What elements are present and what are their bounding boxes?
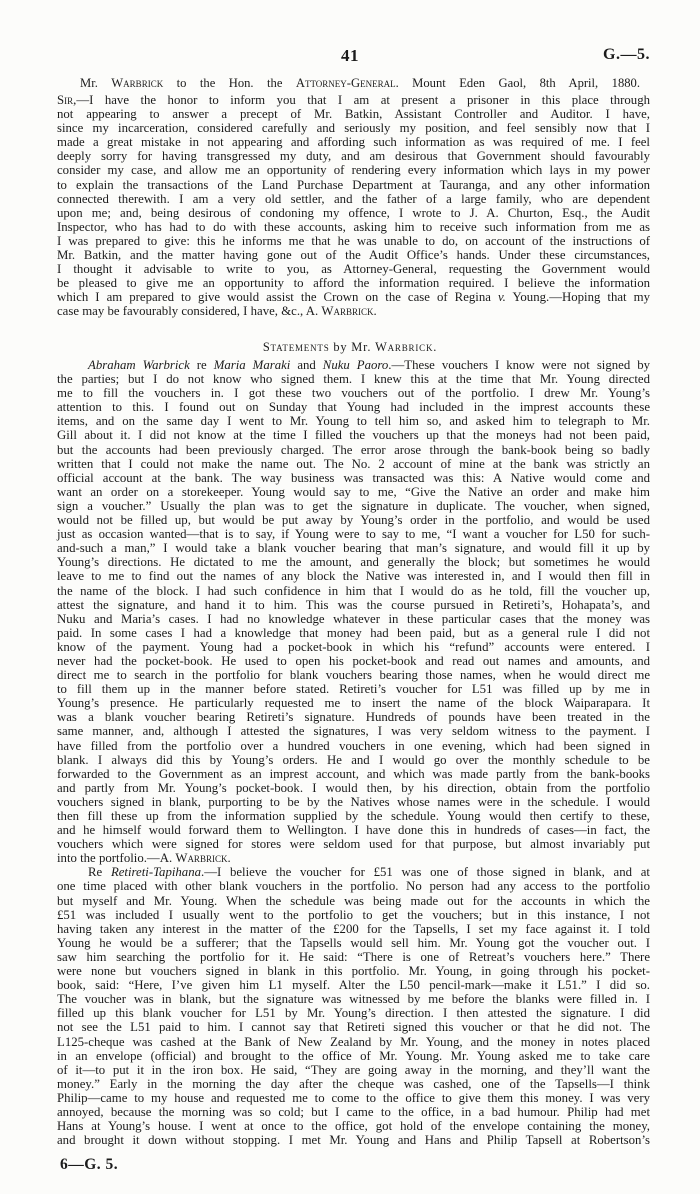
text-line: forwarded to the Government as an imprest account, and which was made partly from the bank-books [57, 766, 650, 781]
text-line: be pleased to give me an opportunity to afford the information required. I believe the information [57, 276, 650, 291]
text-line: The voucher was in blank, but the signature was witnessed by me before the blanks were filled in. I [57, 992, 650, 1007]
statements-body [57, 358, 650, 1147]
text-run: Mount Eden Gaol, 8th April, 1880. [398, 76, 640, 90]
text-line: was a blank voucher bearing Retireti’s signature. Hundreds of pounds have been treated in the [57, 710, 650, 725]
text-line: sign a voucher.” Usually the plan was to get the signature in duplicate. The voucher, when signed, [57, 498, 650, 513]
text-run: by Mr. [329, 340, 376, 354]
text-line: to fill them up in the manner before stated. Retireti’s voucher for L51 was filled up by me in [57, 682, 650, 697]
text-run: .—I believe the voucher for £51 was one of those signed in blank, and at [201, 865, 650, 880]
text-line: same manner, and, although I attested the signatures, I was very seldom witness to the payment. I [57, 724, 650, 739]
text-line: Mr. Batkin, and the matter having gone out of the Audit Office’s hands. Under these circumstances, [57, 248, 650, 263]
letter-body [57, 93, 650, 319]
text-line: Gill about it. I did not know at the time I filled the vouchers up that the moneys had not been paid, [57, 428, 650, 443]
text-line: Philip—came to my house and requested me to come to the office to give them this money. I was very [57, 1090, 650, 1105]
italic-text: Nuku Paoro [322, 358, 389, 372]
text-line: not see the L51 paid to him. I cannot say that Retireti signed this voucher or that he did not. The [57, 1020, 650, 1035]
text-line: Inspector, who has had to do with these accounts, asking him to receive such information from me as [57, 219, 650, 234]
text-line [57, 304, 650, 318]
text-line: were none but vouchers signed in blank in this portfolio. Mr. Young, in going through his pocket- [57, 964, 650, 979]
text-line: have filled from the portfolio over a hundred vouchers in one evening, which had been signed in [57, 738, 650, 753]
text-line: attention to this. I found out on Sunday that Young had included in the imprest accounts these [57, 400, 650, 415]
text-line: filled up this blank voucher for L51 by Mr. Young’s direction. I then attested the signature. I did [57, 1006, 650, 1021]
text-line: want an order on a storekeeper. Young would say to me, “Give the Native an order and make him [57, 484, 650, 499]
text-run: into the portfolio.—A. [57, 851, 176, 866]
text-line: direct me to search in the portfolio for blank vouchers bearing those names, when he would direct me [57, 668, 650, 683]
text-line: connected therewith. I am a very old settler, and the father of a large family, who are dependent [57, 191, 650, 206]
page-reference: G.—5. [603, 46, 650, 63]
text-line: would not be filled up, but would be put away by Young’s order in the portfolio, and would be used [57, 513, 650, 528]
text-run: Re [88, 865, 111, 880]
statement-paragraph-warbrick-vouchers [57, 358, 650, 865]
text-line: items, and on the same day I went to Mr. Young to tell him so, and asked him to telegraph to Mr. [57, 414, 650, 429]
text-line [57, 290, 650, 304]
text-line: having taken any interest in the matter of the £200 for the Tapsells, I set my face against it. I told [57, 921, 650, 936]
italic-text: Abraham Warbrick [88, 358, 190, 372]
text-line: saw him searching the portfolio for it. He said: “There is one of Retreat’s vouchers here.” There [57, 949, 650, 964]
text-line: the name of the block. I had such confidence in him that I would do as he told, fill the voucher up, [57, 583, 650, 598]
statements-heading [0, 340, 700, 354]
text-line: in an envelope (official) and brought to the office of Mr. Young. Mr. Young asked me to take care [57, 1048, 650, 1063]
text-run: and [290, 358, 323, 372]
text-line: written that I could not make the name out. The No. 2 account of mine at the bank was strictly an [57, 456, 650, 471]
text-line: know of the payment. Young had a pocket-book in which his “refund” accounts were entered. I [57, 639, 650, 654]
text-line: made a great mistake in not appearing and affording such information as was required of me. I feel [57, 135, 650, 150]
text-line: Hans at Young’s house. I went at once to the office, got hold of the envelope containing the money, [57, 1119, 650, 1134]
text-run: .—These vouchers I know were not signed by [388, 358, 651, 372]
italic-text: Retireti-Tapihana [110, 865, 201, 880]
text-run: Mr. [80, 76, 112, 90]
text-line: and-such a man,” I would take a blank voucher bearing that man’s signature, and would fill it up by [57, 541, 650, 556]
text-line: Young’s presence. He particularly requested me to insert the name of the block Waiparapara. It [57, 696, 650, 711]
text-line: book, said: “Here, I’ve given him L1 myself. Alter the L50 pencil-mark—make it L51.” I did so. [57, 978, 650, 993]
text-line: just as occasion wanted—that is to say, if Young were to say to me, “I want a voucher for L50 for such- [57, 527, 650, 542]
italic-text: v. [497, 290, 506, 305]
text-line: consider my case, and allow me an opportunity of rendering every information which lays in my power [57, 163, 650, 178]
small-caps-text: Statements [262, 340, 330, 354]
text-line: vouchers signed in blank, purporting to be by the Natives whose names were in the schedule. I would [57, 794, 650, 809]
text-line: Young he would be a sufferer; that the Tapsells would sell him. Mr. Young got the voucher out. I [57, 935, 650, 950]
italic-text: Maria Maraki [213, 358, 291, 372]
small-caps-text: Warbrick. [175, 851, 231, 866]
text-run: ,—I have the honor to inform you that I am at present a prisoner in this place through [73, 93, 650, 107]
text-line: one time placed with other blank vouchers in the portfolio. No person had any access to the portfolio [57, 879, 650, 894]
text-line [57, 865, 650, 879]
text-line: but the accounts had been previously charged. The error arose through the bank-book being so badly [57, 442, 650, 457]
text-line: the parties; but I do not know who signed them. I knew this at the time that Mr. Young directed [57, 372, 650, 387]
text-line: upon me; and, being desirous of condoning my offence, I wrote to J. A. Churton, Esq., the Audit [57, 205, 650, 220]
small-caps-text: Warbrick. [321, 304, 377, 319]
text-line: never had the pocket-book. He used to open his pocket-book and read out names and amounts, and [57, 653, 650, 668]
text-run: Young.—Hoping that my [505, 290, 650, 305]
text-line: not appearing to answer a precept of Mr. Batkin, Assistant Controller and Auditor. I have, [57, 107, 650, 122]
text-line: attest the signature, and hand it to him. This was the course pursued in Retireti’s, Hohapata’s, and [57, 597, 650, 612]
text-line: to explain the transactions of the Land Purchase Department at Tauranga, and any other information [57, 177, 650, 192]
letter-heading [80, 76, 640, 90]
text-line: L125-cheque was cashed at the Bank of New Zealand by Mr. Young, and the money in notes placed [57, 1034, 650, 1049]
text-run: to the Hon. the [163, 76, 296, 90]
text-line: official account at the bank. The way business was transacted was this: A Native would come and [57, 470, 650, 485]
text-line: paid. In some cases I had a knowledge that money had been paid, but as a general rule I did not [57, 625, 650, 640]
text-line: I was prepared to give: this he informs me that he was unable to do, on account of the instructions of [57, 233, 650, 248]
text-line: leave to me to find out the names of any block the Native was interested in, and I would then fill in [57, 569, 650, 584]
text-line [57, 93, 650, 107]
text-line [57, 851, 650, 865]
small-caps-text: Attorney-General. [295, 76, 399, 90]
text-line: and brought it down without stopping. I met Mr. Young and Hans and Philip Tapsell at Robertson’s [57, 1133, 650, 1148]
footer-signature-ref: 6—G. 5. [60, 1156, 119, 1173]
text-line: Nuku and Maria’s cases. I had no knowledge whatever in these particular cases that the money was [57, 611, 650, 626]
text-line: Young’s directions. He dictated to me the amount, and generally the block; but sometimes he would [57, 555, 650, 570]
page-number: 41 [341, 46, 359, 65]
text-run: which I am prepared to give would assist the Crown on the case of Regina [57, 290, 498, 305]
text-run: re [189, 358, 214, 372]
text-line [57, 358, 650, 372]
text-line: and he himself would forward them to Wellington. I have done this in hundreds of cases—in fact, the [57, 823, 650, 838]
small-caps-text: Sir [57, 93, 74, 107]
text-line: since my incarceration, considered carefully and seriously my position, and feel sensibly now that I [57, 121, 650, 136]
text-line: annoyed, because the morning was so cold; but I came to the office, in a bad humour. Philip had met [57, 1104, 650, 1119]
statement-paragraph-retireti-tapihana [57, 865, 650, 1147]
small-caps-text: Warbrick. [375, 340, 438, 354]
text-line: deeply sorry for having transgressed my duty, and am desirous that Government should favourably [57, 149, 650, 164]
text-line: and partly from Mr. Young’s pocket-book. I would then, by his direction, obtain from the portfolio [57, 780, 650, 795]
text-line: money.” Early in the morning the day after the cheque was cashed, one of the Tapsells—I think [57, 1076, 650, 1091]
text-line: of it—to put it in the iron box. He said, “They are going away in the morning, and they’ll want the [57, 1062, 650, 1077]
text-line: then fill these up from the information supplied by the schedule. Young would then certify to these, [57, 809, 650, 823]
text-line: blank. I always did this by Young’s orders. He and I would go over the monthly schedule to be [57, 752, 650, 767]
text-line: I thought it advisable to write to you, as Attorney-General, requesting the Government would [57, 262, 650, 277]
text-line: but myself and Mr. Young. When the schedule was being made out for the accounts in which the [57, 893, 650, 908]
text-line: me to fill the vouchers in. I got these two vouchers out of the portfolio. I drew Mr. Young’s [57, 386, 650, 401]
text-run: case may be favourably considered, I have, &c., A. [57, 304, 322, 319]
text-line: £51 was included I usually went to the portfolio to get the vouchers; but in this instance, I not [57, 907, 650, 922]
small-caps-text: Warbrick [111, 76, 164, 90]
text-line: vouchers which were signed for stores were seldom used for that purpose, but almost invariably put [57, 837, 650, 852]
